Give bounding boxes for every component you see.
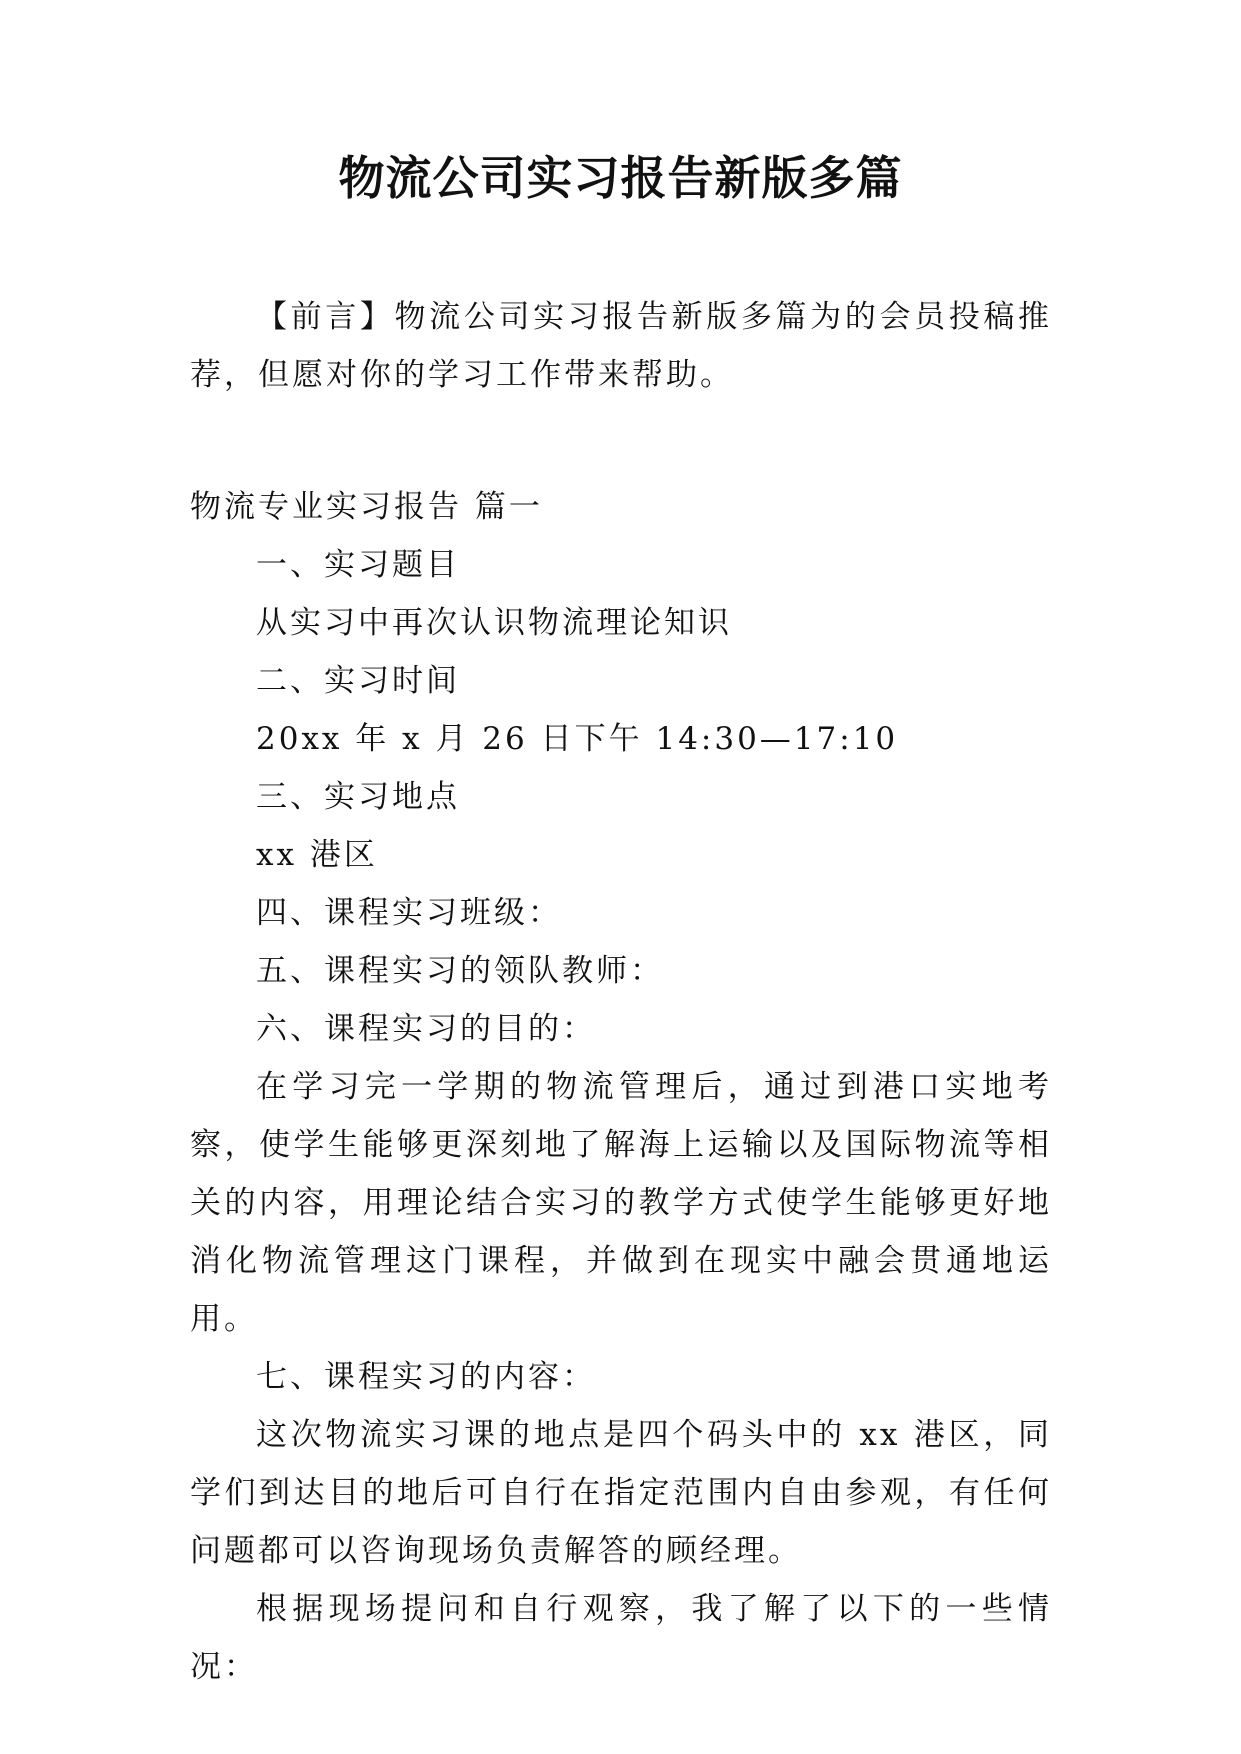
- heading-location: 三、实习地点: [256, 779, 460, 815]
- observation-paragraph: 根据现场提问和自行观察，我了解了以下的一些情况：: [190, 1591, 1052, 1685]
- preface-paragraph: 【前言】物流公司实习报告新版多篇为的会员投稿推荐，但愿对你的学习工作带来帮助。: [190, 299, 1052, 393]
- heading-purpose: 六、课程实习的目的：: [256, 1011, 596, 1047]
- section-heading: 物流专业实习报告 篇一: [190, 489, 543, 525]
- document-body: [190, 288, 1052, 1696]
- topic-text: 从实习中再次认识物流理论知识: [256, 605, 732, 641]
- heading-time: 二、实习时间: [256, 663, 460, 699]
- heading-class: 四、课程实习班级：: [256, 895, 562, 931]
- document-title: 物流公司实习报告新版多篇: [338, 151, 903, 205]
- purpose-paragraph: 在学习完一学期的物流管理后，通过到港口实地考察，使学生能够更深刻地了解海上运输以及国际物流等相关的内容，用理论结合实习的教学方式使学生能够更好地消化物流管理这门课程，并做到在现实中融会贯通地运用。: [190, 1069, 1052, 1337]
- time-text: 20xx 年 x 月 26 日下午 14:30—17:10: [256, 721, 899, 757]
- heading-teacher: 五、课程实习的领队教师：: [256, 953, 664, 989]
- location-text: xx 港区: [256, 837, 378, 873]
- heading-topic: 一、实习题目: [256, 547, 460, 583]
- content-paragraph: 这次物流实习课的地点是四个码头中的 xx 港区，同学们到达目的地后可自行在指定范围内自由参观，有任何问题都可以咨询现场负责解答的顾经理。: [190, 1417, 1052, 1569]
- heading-content: 七、课程实习的内容：: [256, 1359, 596, 1395]
